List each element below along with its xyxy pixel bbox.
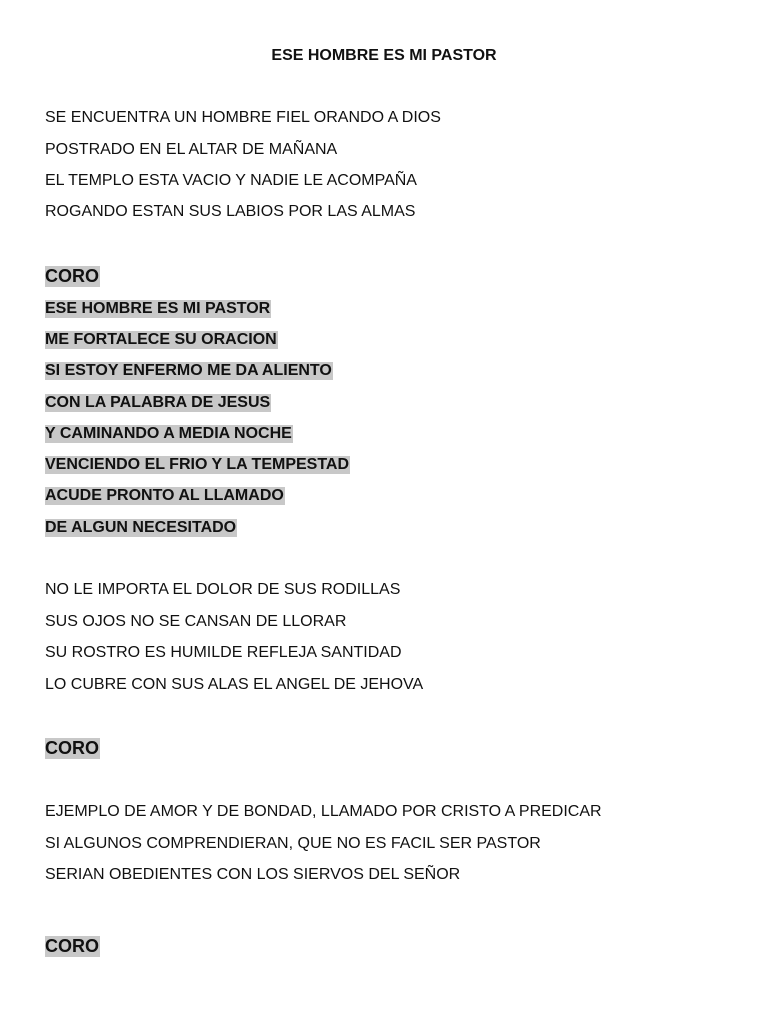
verse-line: SUS OJOS NO SE CANSAN DE LLORAR bbox=[45, 613, 347, 630]
verse-line: SU ROSTRO ES HUMILDE REFLEJA SANTIDAD bbox=[45, 644, 402, 661]
page-title: ESE HOMBRE ES MI PASTOR bbox=[271, 47, 497, 64]
verse-line: SI ALGUNOS COMPRENDIERAN, QUE NO ES FACIL SER PASTOR bbox=[45, 835, 541, 852]
verse-line: SE ENCUENTRA UN HOMBRE FIEL ORANDO A DIOS bbox=[45, 109, 441, 126]
verse-line: LO CUBRE CON SUS ALAS EL ANGEL DE JEHOVA bbox=[45, 676, 424, 693]
verse-line: EJEMPLO DE AMOR Y DE BONDAD, LLAMADO POR CRISTO A PREDICAR bbox=[45, 803, 602, 820]
coro-line: ME FORTALECE SU ORACION bbox=[45, 331, 277, 348]
verse-line: POSTRADO EN EL ALTAR DE MAÑANA bbox=[45, 141, 338, 158]
coro-line: ACUDE PRONTO AL LLAMADO bbox=[45, 487, 284, 504]
verse-line: EL TEMPLO ESTA VACIO Y NADIE LE ACOMPAÑA bbox=[45, 172, 417, 189]
verse-line: SERIAN OBEDIENTES CON LOS SIERVOS DEL SEÑOR bbox=[45, 866, 461, 883]
coro-line: VENCIENDO EL FRIO Y LA TEMPESTAD bbox=[45, 456, 350, 473]
coro-line: SI ESTOY ENFERMO ME DA ALIENTO bbox=[45, 362, 332, 379]
verse-line: NO LE IMPORTA EL DOLOR DE SUS RODILLAS bbox=[45, 581, 401, 598]
coro-line: CON LA PALABRA DE JESUS bbox=[45, 394, 271, 411]
coro-line: ESE HOMBRE ES MI PASTOR bbox=[45, 300, 271, 317]
coro-line: DE ALGUN NECESITADO bbox=[45, 519, 237, 536]
coro-heading: CORO bbox=[45, 738, 99, 758]
verse-line: ROGANDO ESTAN SUS LABIOS POR LAS ALMAS bbox=[45, 203, 416, 220]
coro-line: Y CAMINANDO A MEDIA NOCHE bbox=[45, 425, 292, 442]
coro-heading: CORO bbox=[45, 266, 99, 286]
coro-heading: CORO bbox=[45, 936, 99, 956]
